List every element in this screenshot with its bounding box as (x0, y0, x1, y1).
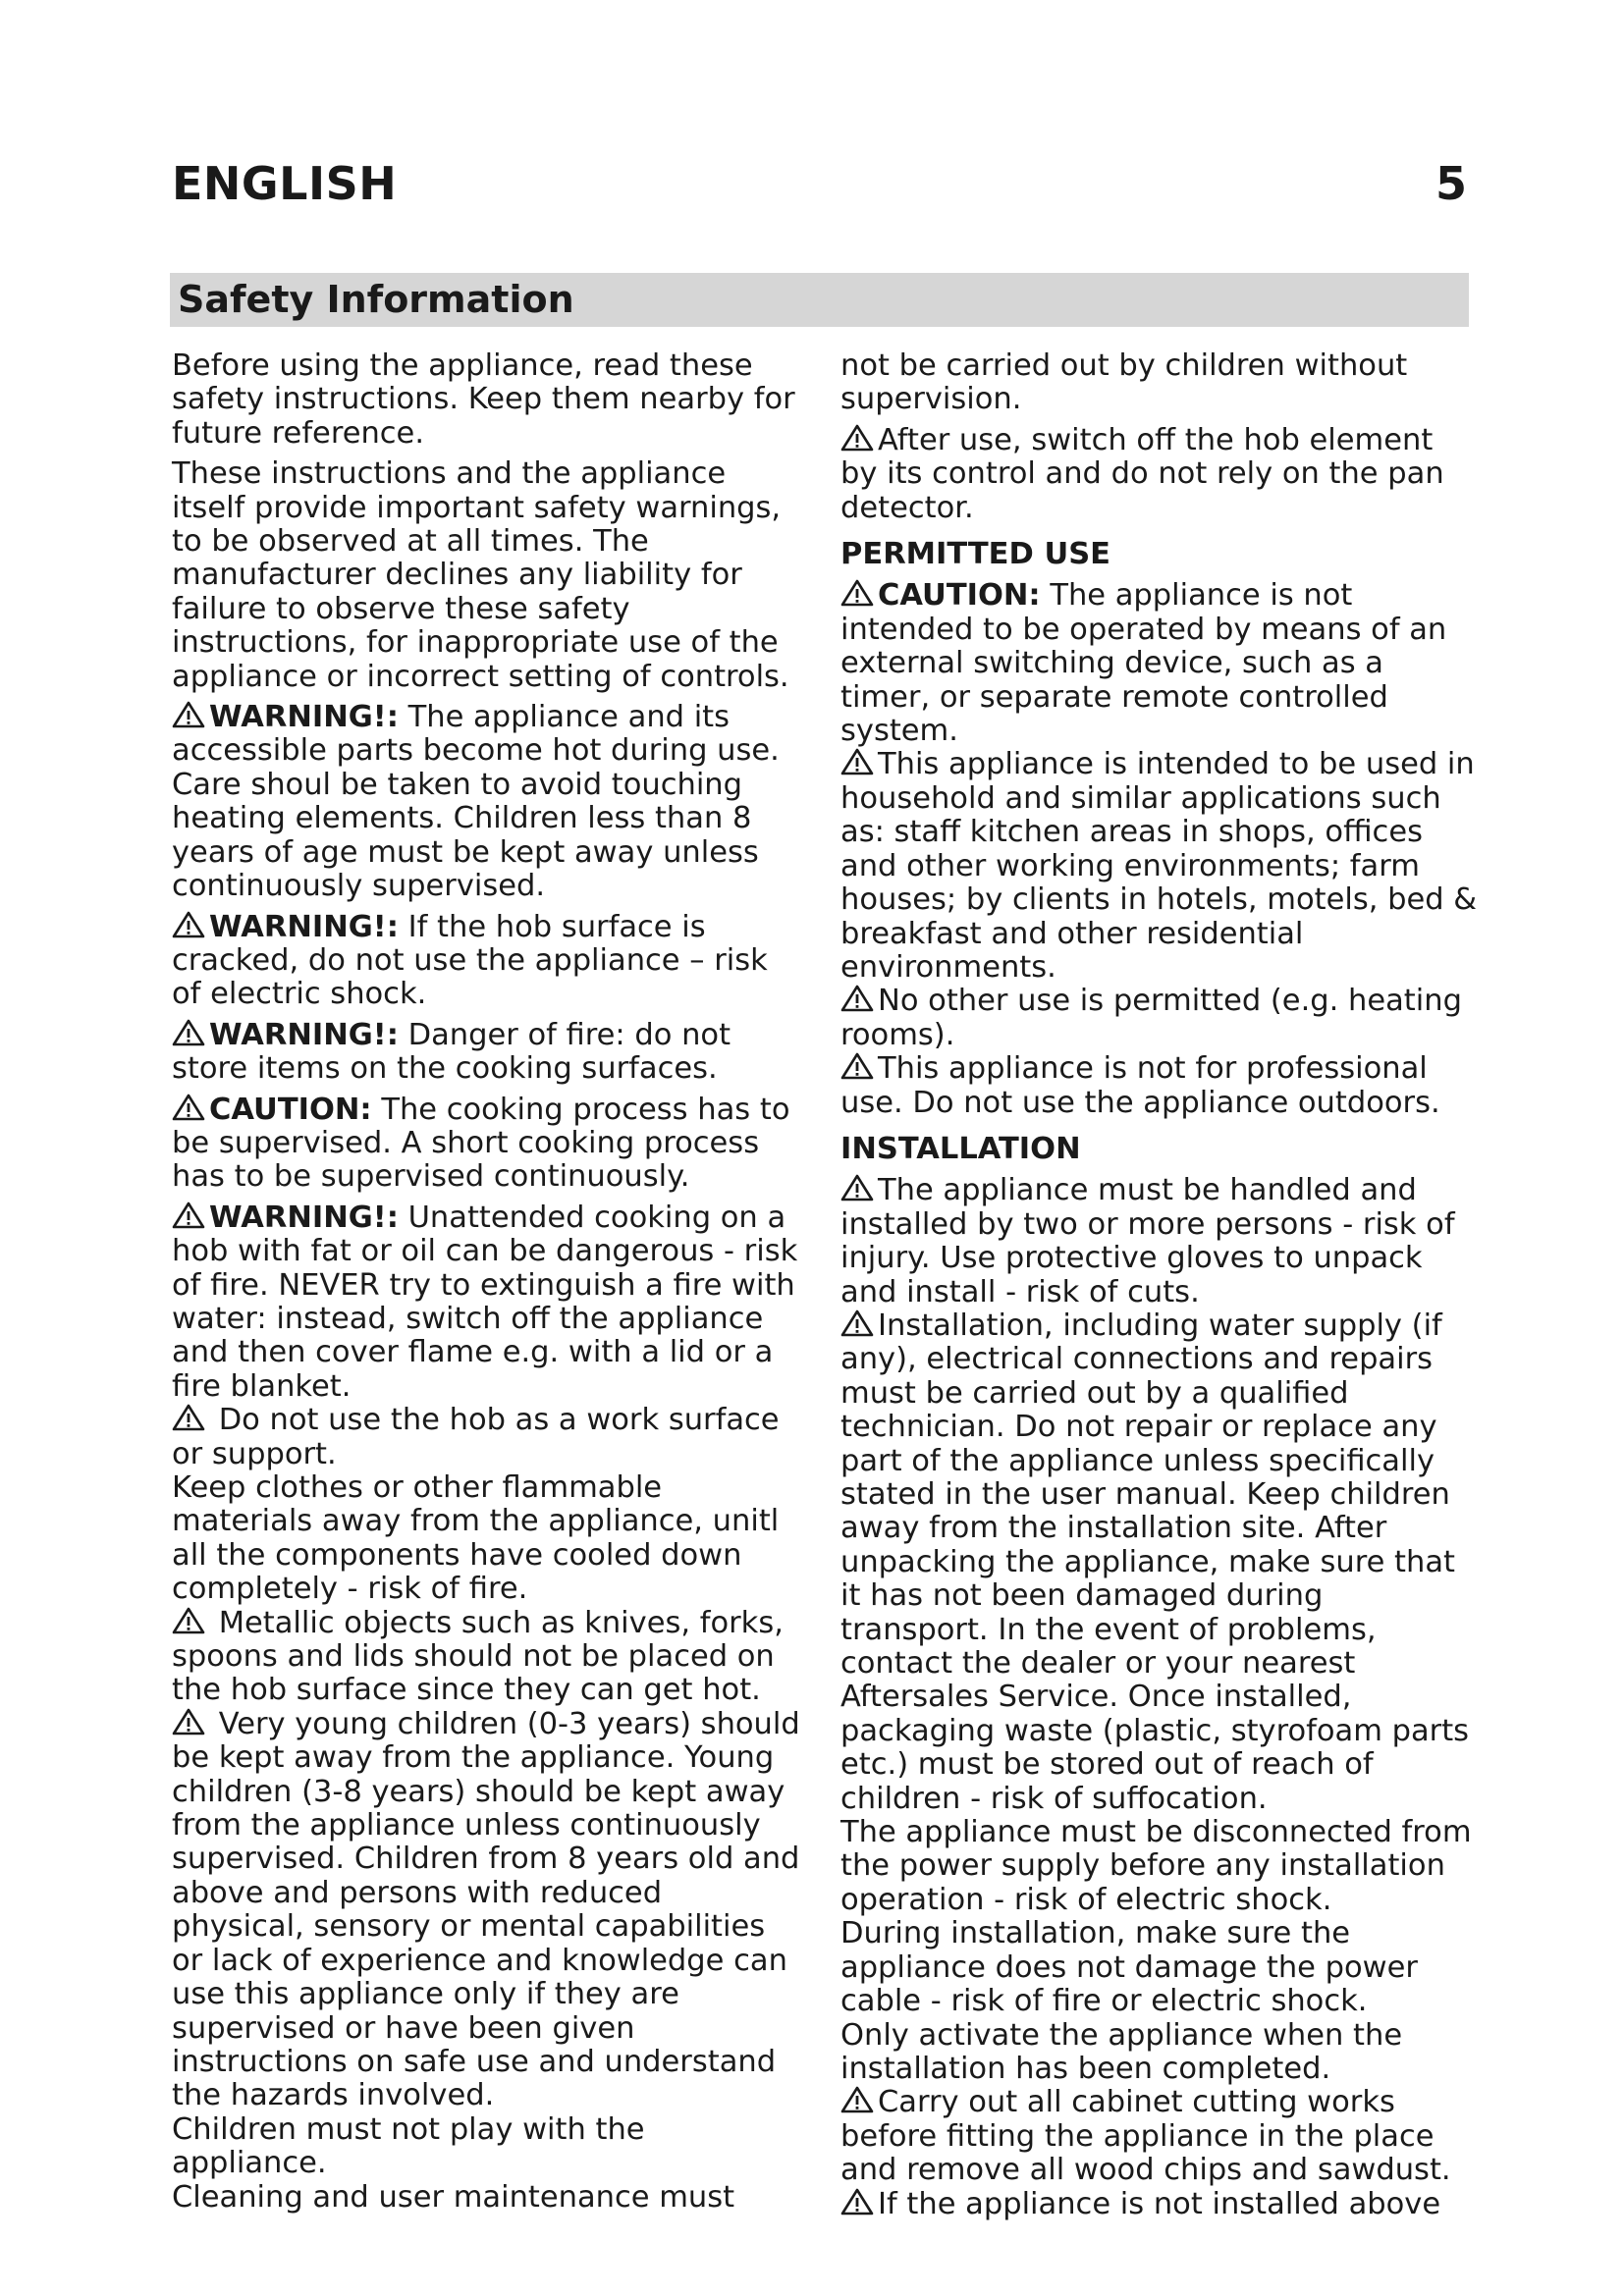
paragraph: These instructions and the appliance itself provide important safety warnings, to be observed at all times. The manufacturer declines any liability for failure to observe these safety instructions, for inappropriate use of the appliance or incorrect setting of controls. (172, 456, 789, 694)
paragraph: Only activate the appliance when the installation has been completed. (840, 2017, 1403, 2086)
warning-icon (172, 701, 205, 728)
warning-icon (840, 1309, 874, 1337)
warning-label: WARNING!: (209, 1017, 399, 1052)
warning-icon (172, 911, 205, 938)
paragraph: Before using the appliance, read these safety instructions. Keep them nearby for future reference. (172, 348, 795, 451)
warning-icon (840, 985, 874, 1012)
warning-paragraph: WARNING!: If the hob surface is cracked, do not use the appliance – risk of electric shock. (172, 909, 768, 1012)
caution-paragraph: CAUTION: The cooking process has to be supervised. A short cooking process has to be supervised continuously. (172, 1092, 790, 1195)
warning-icon (840, 424, 874, 452)
installation-heading: INSTALLATION (840, 1131, 1081, 1166)
paragraph: not be carried out by children without supervision. (840, 348, 1408, 417)
page-header (172, 157, 1467, 216)
section-header-bar (170, 273, 1469, 327)
warning-label: WARNING!: (209, 1200, 399, 1235)
caution-paragraph: CAUTION: The appliance is not intended to be operated by means of an external switching device, such as a timer, or separate remote controlled system. (840, 578, 1447, 749)
page-number: 5 (1435, 157, 1467, 210)
warning-icon (172, 1201, 205, 1229)
paragraph: The appliance must be disconnected from the power supply before any installation operation - risk of electric shock. (840, 1815, 1472, 1917)
warning-icon (840, 1174, 874, 1201)
paragraph: Keep clothes or other flammable materials away from the appliance, unitl all the components have cooled down completely - risk of fire. (172, 1470, 780, 1607)
right-column (840, 349, 1479, 2221)
warning-paragraph: Very young children (0-3 years) should be kept away from the appliance. Young children (3-8 years) should be kept away from the appliance unless continuously supervised. Children from 8 years old and above and persons with reduced physical, sensory or mental capabilities or lack of experience and knowledge can use this appliance only if they are supervised or have been given instructions on safe use and understand the hazards involved. (172, 1706, 800, 2113)
warning-label: WARNING!: (209, 700, 399, 735)
warning-paragraph: WARNING!: Danger of fire: do not store items on the cooking surfaces. (172, 1017, 731, 1087)
warning-paragraph: Carry out all cabinet cutting works before fitting the appliance in the place and remove all wood chips and sawdust. (840, 2085, 1451, 2188)
paragraph: Cleaning and user maintenance must (172, 2179, 735, 2215)
warning-icon (172, 1094, 205, 1121)
warning-label: WARNING!: (209, 909, 399, 944)
warning-icon (172, 1019, 205, 1046)
warning-icon (840, 748, 874, 775)
language-label: ENGLISH (172, 157, 398, 210)
warning-icon (840, 579, 874, 607)
warning-paragraph: WARNING!: The appliance and its accessible parts become hot during use. Care shoul be taken to avoid touching heating elements. Children less than 8 years of age must be kept away unless continuously supervised. (172, 700, 780, 904)
warning-paragraph: If the appliance is not installed above (840, 2188, 1479, 2221)
left-column (172, 349, 800, 2215)
warning-icon (172, 1708, 205, 1735)
warning-paragraph: The appliance must be handled and installed by two or more persons - risk of injury. Use protective gloves to unpack and install - risk of cuts. (840, 1173, 1455, 1309)
warning-paragraph: Installation, including water supply (if any), electrical connections and repairs must be carried out by a qualified technician. Do not repair or replace any part of the appliance unless specifically stated in the user manual. Keep children away from the installation site. After unpacking the appliance, make sure that it has not been damaged during transport. In the event of problems, contact the dealer or your nearest Aftersales Service. Once installed, packaging waste (plastic, styrofoam parts etc.) must be stored out of reach of children - risk of suffocation. (840, 1308, 1470, 1816)
warning-icon (840, 2086, 874, 2113)
section-title: Safety Information (178, 278, 574, 321)
warning-paragraph: After use, switch off the hob element by its control and do not rely on the pan detector. (840, 422, 1444, 525)
warning-paragraph: WARNING!: Unattended cooking on a hob with fat or oil can be dangerous - risk of fire. NEVER try to extinguish a fire with water: instead, switch off the appliance and then cover flame e.g. with a lid or a fire blanket. (172, 1200, 798, 1404)
warning-paragraph: Metallic objects such as knives, forks, spoons and lids should not be placed on the hob surface since they can get hot. (172, 1605, 784, 1708)
warning-icon (172, 1404, 205, 1431)
caution-label: CAUTION: (209, 1092, 372, 1127)
warning-paragraph: No other use is permitted (e.g. heating rooms). (840, 984, 1462, 1052)
warning-paragraph: Do not use the hob as a work surface or support. (172, 1403, 780, 1471)
paragraph: Children must not play with the appliance. (172, 2111, 645, 2181)
warning-icon (172, 1607, 205, 1634)
warning-icon (840, 2188, 874, 2216)
warning-icon (840, 1052, 874, 1080)
warning-paragraph: This appliance is not for professional use. Do not use the appliance outdoors. (840, 1051, 1440, 1120)
warning-paragraph: This appliance is intended to be used in household and similar applications such as: staff kitchen areas in shops, offices and other working environments; farm houses; by clients in hotels, motels, bed & breakfast and other residential environments. (840, 747, 1478, 985)
permitted-use-heading: PERMITTED USE (840, 537, 1111, 572)
paragraph: During installation, make sure the appliance does not damage the power cable - risk of fire or electric shock. (840, 1916, 1418, 2019)
caution-label: CAUTION: (878, 578, 1041, 614)
